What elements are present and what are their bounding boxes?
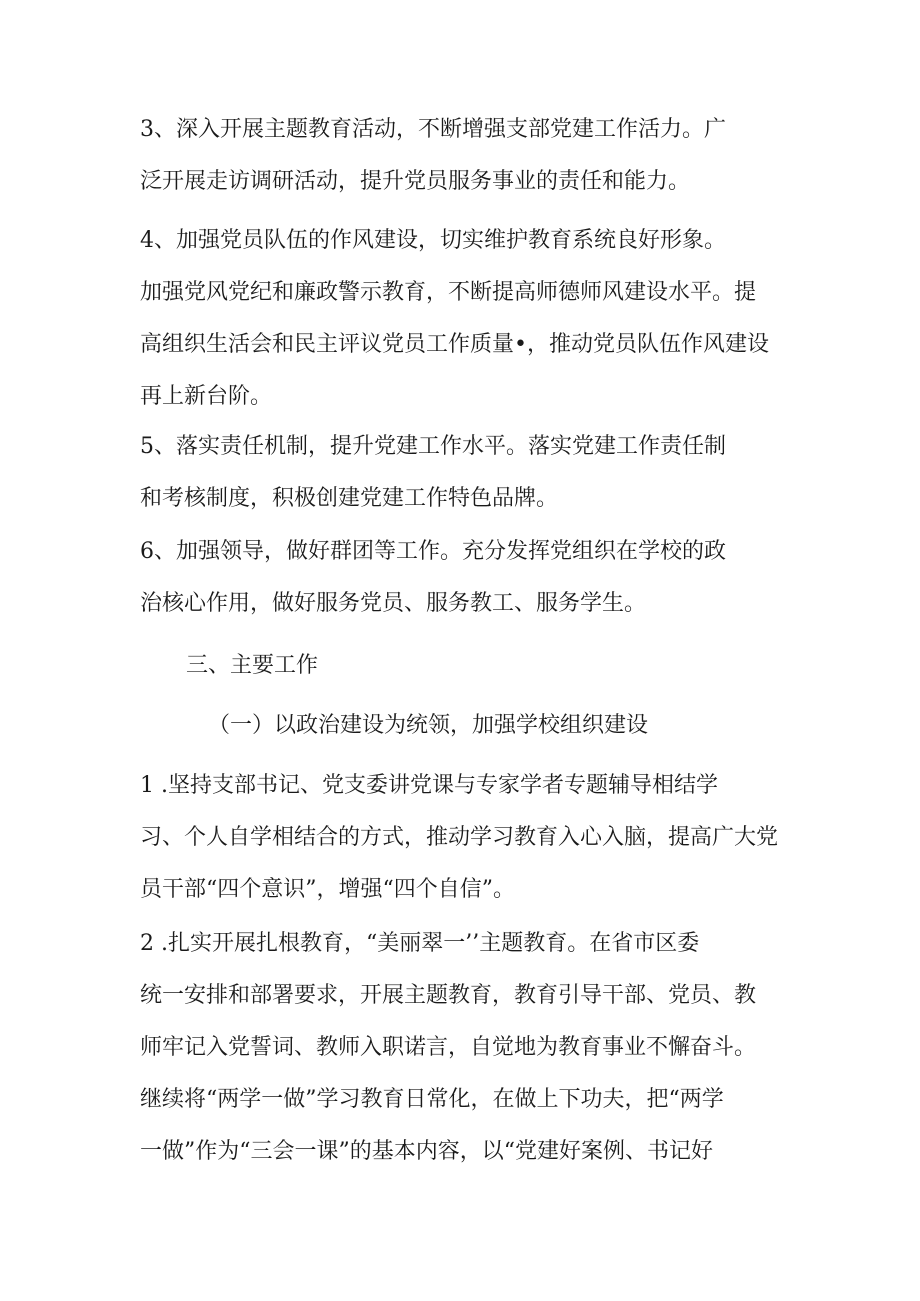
paragraph-item-6: [140, 526, 805, 630]
text-line: 员干部“四个意识”，增强“四个自信”。: [140, 877, 515, 902]
text-line: 3、深入开展主题教育活动，不断增强支部党建工作活力。广: [140, 117, 726, 142]
text-line: 和考核制度，积极创建党建工作特色品牌。: [140, 486, 559, 511]
text-line: 统一安排和部署要求，开展主题教育，教育引导干部、党员、教: [140, 983, 757, 1008]
text-line: 2 .扎实开展扎根教育，“美丽翠一’’主题教育。在省市区委: [140, 931, 700, 956]
paragraph-item-3: [140, 104, 805, 208]
text-line: 师牢记入党誓词、教师入职诺言，自觉地为教育事业不懈奋斗。: [140, 1035, 757, 1060]
text-line: 泛开展走访调研活动，提升党员服务事业的责任和能力。: [140, 169, 691, 194]
text-line: 高组织生活会和民主评议党员工作质量•，推动党员队伍作风建设: [140, 332, 769, 357]
paragraph-item-5: [140, 421, 805, 525]
section-heading: 三、主要工作: [186, 653, 319, 678]
text-line: 治核心作用，做好服务党员、服务教工、服务学生。: [140, 591, 647, 616]
paragraph-item-4: [140, 215, 805, 423]
text-line: 1 .坚持支部书记、党支委讲党课与专家学者专题辅导相结学: [140, 773, 718, 798]
list-item-2: [140, 918, 805, 1178]
text-line: 习、个人自学相结合的方式，推动学习教育入心入脑，提高广大党: [140, 825, 779, 850]
text-line: 再上新台阶。: [140, 384, 273, 409]
subsection-heading: （一）以政治建设为统领，加强学校组织建设: [208, 713, 649, 738]
text-line: 一做”作为“三会一课”的基本内容，以“党建好案例、书记好: [140, 1139, 713, 1164]
text-line: 5、落实责任机制，提升党建工作水平。落实党建工作责任制: [140, 434, 726, 459]
text-line: 6、加强领导，做好群团等工作。充分发挥党组织在学校的政: [140, 539, 726, 564]
text-line: 加强党风党纪和廉政警示教育，不断提高师德师风建设水平。提: [140, 280, 757, 305]
text-line: 继续将“两学一做”学习教育日常化，在做上下功夫，把“两学: [140, 1087, 724, 1112]
text-line: 4、加强党员队伍的作风建设，切实维护教育系统良好形象。: [140, 228, 726, 253]
list-item-1: [140, 760, 805, 916]
